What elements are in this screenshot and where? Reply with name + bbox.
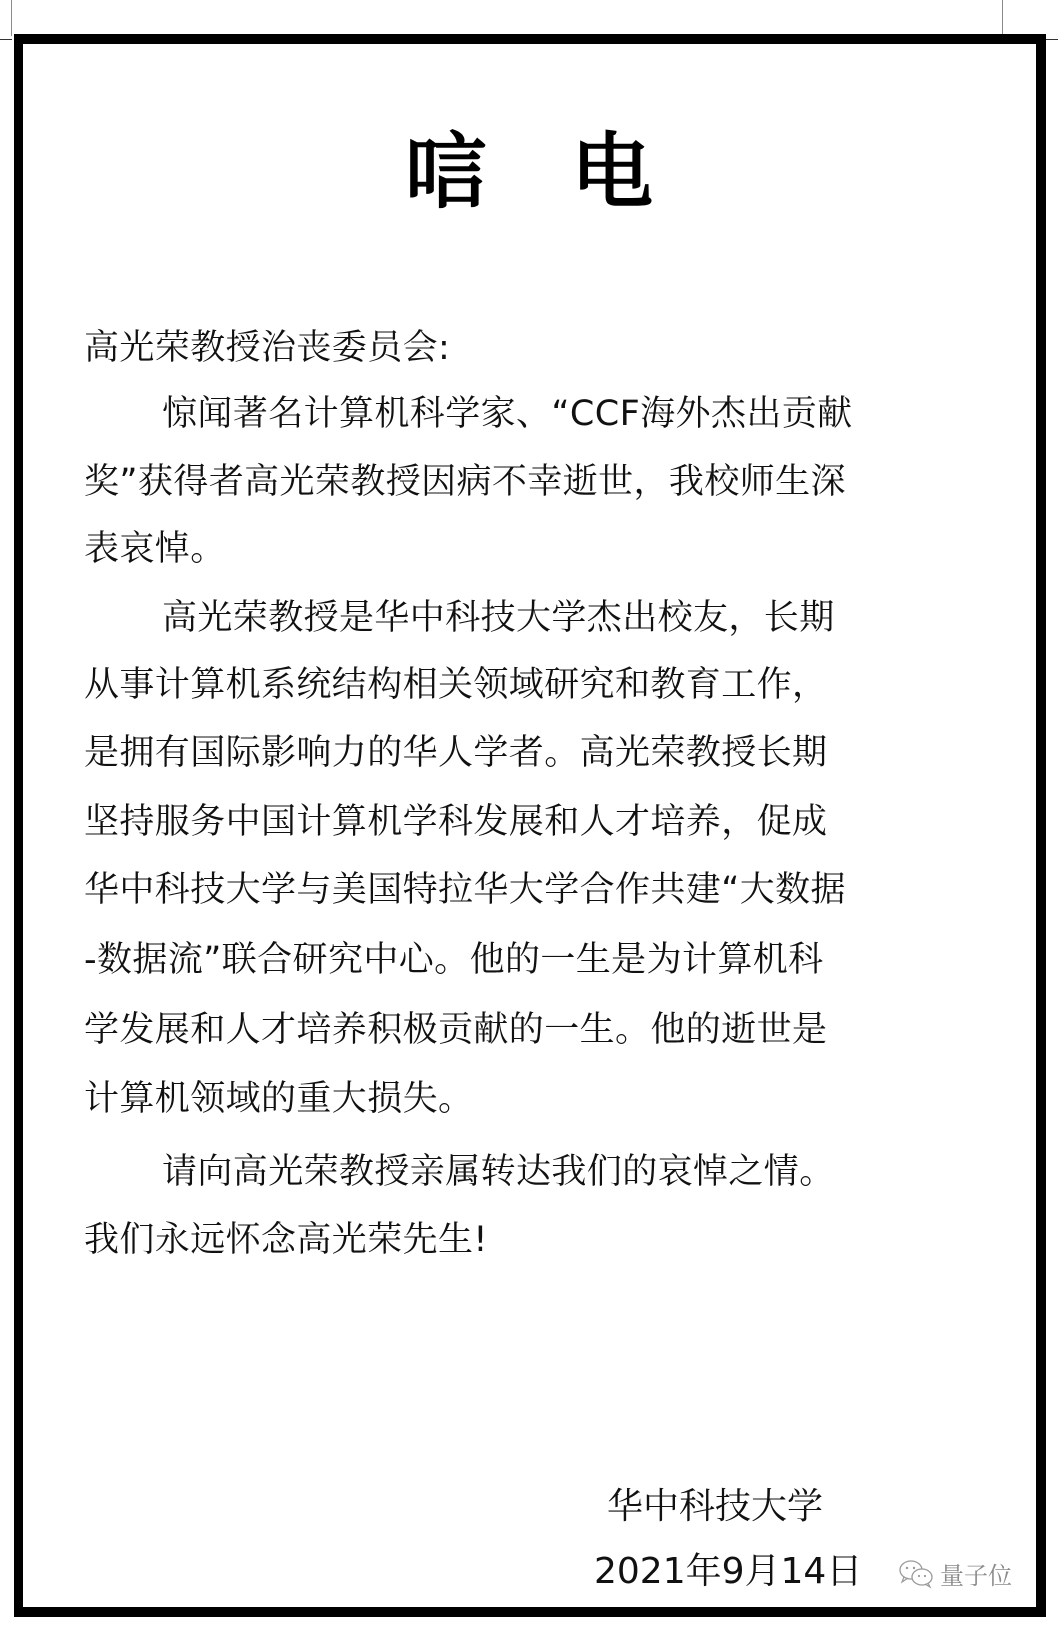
body-line: 计算机领域的重大损失。 bbox=[84, 1079, 474, 1119]
body-line: 华中科技大学与美国特拉华大学合作共建“大数据 bbox=[84, 870, 846, 910]
body-line: 惊闻著名计算机科学家、“CCF海外杰出贡献 bbox=[162, 394, 853, 434]
page-margin-guide-right bbox=[1002, 0, 1003, 36]
body-line: 从事计算机系统结构相关领域研究和教育工作， bbox=[84, 665, 828, 705]
body-line: 坚持服务中国计算机学科发展和人才培养，促成 bbox=[84, 802, 828, 842]
crop-mark-right bbox=[1046, 39, 1058, 40]
body-line: 是拥有国际影响力的华人学者。高光荣教授长期 bbox=[84, 733, 828, 773]
wechat-icon bbox=[898, 1559, 934, 1589]
watermark bbox=[898, 1556, 1012, 1591]
signature-date: 2021年9月14日 bbox=[594, 1551, 863, 1592]
crop-mark-left bbox=[0, 39, 12, 40]
body-line: 表哀悼。 bbox=[84, 529, 226, 569]
body-line: -数据流”联合研究中心。他的一生是为计算机科 bbox=[84, 940, 824, 980]
body-line: 高光荣教授是华中科技大学杰出校友，长期 bbox=[162, 598, 835, 638]
body-line: 请向高光荣教授亲属转达我们的哀悼之情。 bbox=[162, 1152, 835, 1192]
watermark-label: 量子位 bbox=[940, 1562, 1012, 1590]
signature-organization: 华中科技大学 bbox=[607, 1486, 824, 1527]
body-line: 我们永远怀念高光荣先生! bbox=[84, 1220, 488, 1260]
salutation: 高光荣教授治丧委员会: bbox=[84, 328, 451, 368]
body-line: 学发展和人才培养积极贡献的一生。他的逝世是 bbox=[84, 1010, 828, 1050]
body-line: 奖”获得者高光荣教授因病不幸逝世，我校师生深 bbox=[84, 462, 846, 502]
page-title: 唁电 bbox=[404, 125, 737, 220]
page-margin-guide-left bbox=[11, 0, 12, 36]
